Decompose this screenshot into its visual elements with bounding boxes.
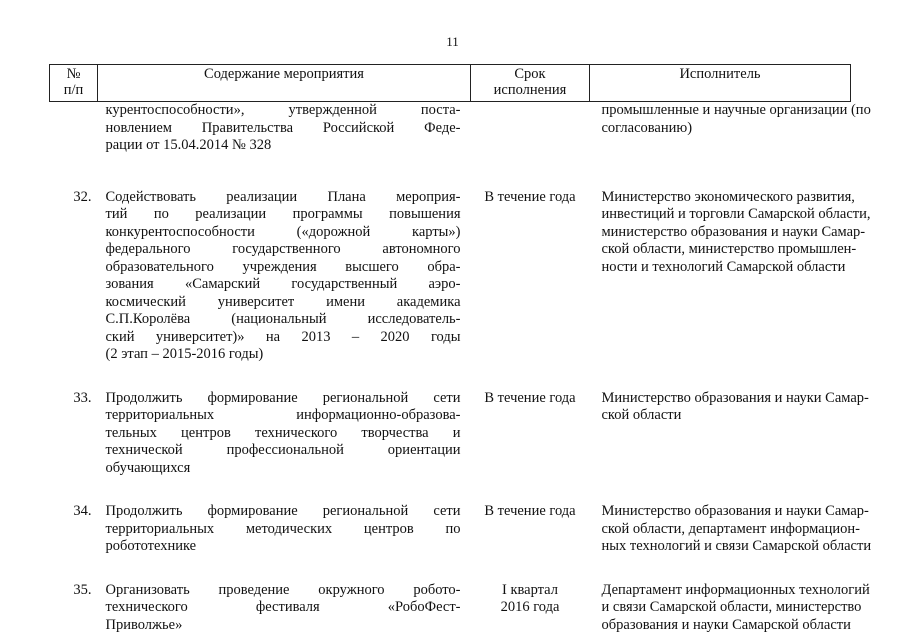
content-line: территориальных методических центров по [105,520,461,537]
cell-content [98,102,471,155]
executor-line: Департамент информационных технологий [601,581,870,598]
term-line: 2016 года [500,599,560,615]
term-line: В течение года [484,188,576,205]
page-number: 11 [446,34,459,49]
table-row [50,556,851,635]
cell-content [98,477,471,556]
table-row [50,477,851,556]
content-line: Содействовать реализации Плана мероприя- [105,188,461,205]
term-line: В течение года [484,503,576,519]
content-line: рации от 15.04.2014 № 328 [105,137,272,153]
term-line: В течение года [484,389,576,406]
executor-line: инвестиций и торговли Самарской области, [601,206,871,222]
cell-term [471,155,590,364]
cell-num [50,102,98,155]
table-body [50,102,872,635]
executor-line: Министерство образования и науки Самар- [601,389,869,406]
executor-line: Министерство образования и науки Самар- [601,503,869,519]
executor-line: согласованию) [601,119,693,136]
content-line: ский университет)» на 2013 – 2020 годы [105,328,461,345]
content-line: тий по реализации программы повышения [105,206,461,222]
content-line: технического фестиваля «РобоФест- [105,599,461,615]
executor-line: образования и науки Самарской области [601,616,851,633]
content-line: космический университет имени академика [105,293,461,310]
cell-num: 32. [73,188,92,205]
content-line: технической профессиональной ориентации [105,442,461,458]
content-line: Продолжить формирование региональной сети [105,503,461,519]
cell-term [471,364,590,478]
events-table [49,64,872,634]
header-executor: Исполнитель [590,65,851,102]
cell-num: 33. [73,389,92,406]
executor-line: ных технологий и связи Самарской области [601,538,872,554]
cell-executor [590,364,869,478]
content-line: конкурентоспособности («дорожной карты») [105,223,461,240]
cell-executor [590,155,871,364]
content-line: тельных центров технического творчества и [105,424,461,441]
events-table-container [49,64,872,634]
header-term-line2: исполнения [493,82,567,98]
cell-executor [590,556,870,635]
cell-num: 34. [73,503,92,519]
executor-line: ской области, министерство промышлен- [601,241,857,257]
cell-content [98,155,471,364]
content-line: курентоспособности», утвержденной поста- [105,102,461,118]
content-line: С.П.Королёва (национальный исследователь- [105,311,461,327]
content-line: (2 этап – 2015-2016 годы) [105,346,264,362]
cell-executor [590,102,871,155]
content-line: Продолжить формирование региональной сети [105,389,461,406]
content-line: федерального государственного автономного [105,241,461,257]
executor-line: Министерство экономического развития, [601,188,855,205]
cell-content [98,364,471,478]
executor-line: промышленные и научные организации (по [601,102,871,118]
table-header [50,65,851,102]
table-row [50,155,851,364]
executor-line: ской области [601,407,682,423]
executor-line: министерство образования и науки Самар- [601,223,866,240]
executor-line: ности и технологий Самарской области [601,258,846,275]
content-line: Организовать проведение окружного робото- [105,581,461,598]
table-row [50,364,851,478]
content-line: зования «Самарский государственный аэро- [105,276,461,292]
content-line: образовательного учреждения высшего обра- [105,258,461,275]
content-line: робототехнике [105,538,197,554]
cell-term [471,556,590,635]
table-row-continuation [50,102,851,155]
content-line: обучающихся [105,459,191,476]
cell-term [471,102,590,155]
executor-line: и связи Самарской области, министерство [601,599,862,615]
content-line: новлением Правительства Российской Феде- [105,119,461,136]
header-term [471,65,590,102]
header-content: Содержание мероприятия [98,65,471,102]
cell-term [471,477,590,556]
header-num [50,65,98,102]
cell-num: 35. [73,581,92,598]
cell-executor [590,477,872,556]
term-line: I квартал [502,581,558,598]
header-num-line1: № [66,66,81,82]
executor-line: ской области, департамент информацион- [601,520,861,537]
header-num-line2: п/п [63,82,84,98]
content-line: Приволжье» [105,616,183,633]
content-line: территориальных информационно-образова- [105,407,461,423]
cell-content [98,556,471,635]
header-term-line1: Срок [514,66,546,82]
